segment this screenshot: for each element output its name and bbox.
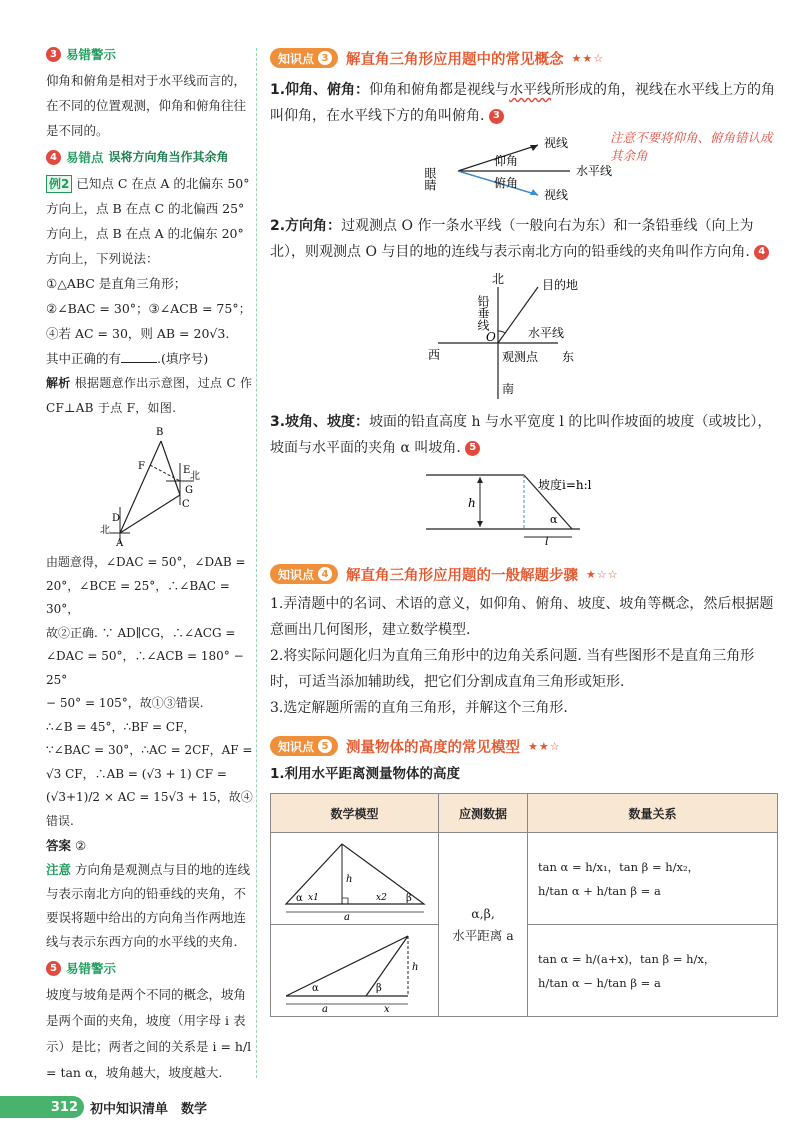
row2-rel-1: tan α = h/(a+x)，tan β = h/x，	[538, 951, 716, 966]
fig1-sight-1: 视线	[544, 136, 569, 150]
answer-blank	[121, 348, 157, 363]
kp4-badge	[270, 564, 338, 584]
row2-svg	[272, 926, 437, 1012]
row1-rel-1: tan α = h/x₁，tan β = h/x₂，	[538, 859, 700, 874]
answer-label: 答案	[46, 838, 72, 853]
kp4-heading	[270, 561, 780, 587]
row1-alpha: α	[296, 893, 303, 904]
kp4-title: 解直角三角形应用题的一般解题步骤	[346, 567, 579, 584]
analysis-text: 根据题意作出示意图，过点 C 作 CF⊥AB 于点 F，如图.	[46, 376, 253, 415]
fig3-l: l	[545, 535, 549, 547]
kp3-p3-text: 坡面的铅直高度 h 与水平宽度 l 的比叫作坡面的坡度（或坡比），坡面与水平面的夹角 α 叫坡角.	[270, 414, 772, 456]
fig2-horizontal: 水平线	[528, 326, 565, 340]
kp3-p2-mark: 4	[754, 245, 769, 260]
row1-svg	[272, 834, 437, 920]
fig-label-B: B	[156, 427, 164, 438]
answer	[46, 833, 256, 858]
example-item-3: ④若 AC = 30，则 AB = 20√3.	[46, 326, 230, 341]
warn5-formula: i = h/l = tan α	[46, 1039, 252, 1080]
example-body: 已知点 C 在点 A 的北偏东 50°方向上，点 B 在点 C 的北偏西 25°方向上，点 B 在点 A 的北偏东 20°方向上，下列说法：	[46, 176, 250, 266]
analysis	[46, 371, 256, 421]
kp5-stars: ★★☆	[528, 739, 561, 753]
example-label: 例2	[46, 175, 72, 193]
warn3-number: 3	[46, 47, 61, 62]
fig3-slope: 坡度i=h:l	[538, 478, 592, 492]
question-text: 其中正确的有	[46, 351, 122, 366]
example-item-1: ①△ABC 是直角三角形；	[46, 276, 187, 291]
err4-label: 易错点	[66, 150, 104, 165]
row1-a: a	[344, 912, 350, 920]
measure-line-1: α,β,	[471, 905, 495, 921]
kp3-p2-label: 2.方向角：	[270, 218, 342, 234]
kp3-p1-wavy: 水平线	[509, 82, 552, 98]
err4-title: 误将方向角当作其余角	[108, 150, 229, 164]
analysis-label: 解析	[46, 376, 71, 390]
row2-a: a	[322, 1004, 328, 1012]
kp3-p3-label: 3.坡角、坡度：	[270, 414, 370, 430]
fig2-east: 东	[562, 350, 575, 364]
fig-label-north-2: 北	[100, 525, 110, 536]
kp3-p1-text-a: 仰角和俯角都是视线与	[369, 82, 510, 98]
note-text: 方向角是观测点与目的地的连线与表示南北方向的铅垂线的夹角，不要误将题中给出的方向角当作两地连线与表示东西方向的水平线的夹角.	[46, 862, 251, 949]
kp5-badge	[270, 736, 338, 756]
kp3-p3-mark: 5	[465, 441, 480, 456]
fig-label-A: A	[116, 538, 124, 549]
kp4-step-2: 2.将实际问题化归为直角三角形中的边角关系问题. 当有些图形不是直角三角形时，可适当添加辅助线，把它们分割成直角三角形或矩形.	[270, 648, 755, 690]
fig1-horizontal: 水平线	[576, 164, 613, 178]
kp4-stars: ★☆☆	[586, 567, 619, 581]
measure-cell	[439, 833, 528, 1017]
solution-line: √3 CF，∴AB = (√3 + 1) CF =	[46, 766, 227, 781]
fig-label-D: D	[112, 513, 121, 524]
fig-label-F: F	[138, 461, 145, 472]
kp5-sub1: 1.利用水平距离测量物体的高度	[270, 766, 461, 782]
kp4-number: 4	[318, 567, 332, 581]
row2-relation	[528, 925, 778, 1017]
kp3-p2-text: 过观测点 O 作一条水平线（一般向右为东）和一条铅垂线（向上为北），则观测点 O 与目的地的连线与表示南北方向的铅垂线的夹角叫作方向角.	[270, 218, 754, 260]
kp5-badge-text: 知识点	[278, 739, 315, 754]
kp4-step-1: 1.弄清题中的名词、术语的意义，如仰角、俯角、坡度、坡角等概念，然后根据题意画出几何图形，建立数学模型.	[270, 596, 774, 638]
fig-label-C: C	[182, 499, 190, 510]
direction-figure	[428, 273, 688, 403]
warn5-text	[46, 982, 256, 1086]
solution	[46, 551, 256, 833]
fig3-h: h	[468, 496, 476, 510]
fig2-destination: 目的地	[542, 278, 579, 292]
kp4-step-3: 3.选定解题所需的直角三角形，并解这个三角形.	[270, 700, 568, 716]
example-question	[46, 346, 256, 371]
kp3-stars: ★★☆	[571, 51, 605, 65]
row1-relation	[528, 833, 778, 925]
kp4-badge-text: 知识点	[278, 567, 315, 582]
kp3-p1-text-b: 所形成的角，视线在水平线上方的角叫仰角，在水平线下方的角叫俯角.	[270, 82, 776, 124]
footer	[0, 1096, 800, 1120]
row1-rel-2: h/tan α + h/tan β = a	[538, 883, 661, 898]
row2-beta: β	[376, 983, 382, 994]
th-model: 数学模型	[271, 794, 439, 833]
err4-number: 4	[46, 150, 61, 165]
kp3-p3	[270, 409, 780, 461]
note-label: 注意	[46, 862, 72, 877]
fig1-depression: 俯角	[494, 176, 519, 190]
warn5-title: 易错警示	[66, 961, 117, 976]
kp5-heading	[270, 733, 780, 759]
fig-label-E: E	[183, 465, 191, 476]
measure-line-2: 水平距离 a	[452, 927, 514, 943]
fig1-elevation: 仰角	[494, 154, 519, 168]
kp3-p2	[270, 213, 780, 265]
example-item-2: ②∠BAC = 30°；③∠ACB = 75°；	[46, 301, 252, 316]
fig1-eye: 眼睛	[423, 167, 437, 191]
page-number: 312	[0, 1096, 84, 1118]
answer-value: ②	[75, 838, 87, 853]
row2-rel-2: h/tan α − h/tan β = a	[538, 975, 661, 990]
sidebar	[46, 40, 256, 1086]
solution-line: − 50° = 105°，故①③错误.	[46, 696, 204, 710]
th-relation: 数量关系	[528, 794, 778, 833]
solution-line: ∠DAC = 50°，∴∠ACB = 180° − 25°	[46, 649, 244, 687]
warn3-text: 仰角和俯角是相对于水平线而言的，在不同的位置观测，仰角和俯角往往是不同的。	[46, 73, 247, 138]
fig1-sight-2: 视线	[544, 188, 569, 202]
err4-heading	[46, 145, 256, 170]
row2-x: x	[384, 1004, 390, 1012]
example-text	[46, 171, 256, 271]
solution-line: (√3+1)/2 × AC = 15√3 + 15，故④错误.	[46, 790, 253, 828]
warn5-number: 5	[46, 961, 61, 976]
solution-line: 20°，∠BCE = 25°，∴∠BAC = 30°，	[46, 578, 230, 616]
th-measure: 应测数据	[439, 794, 528, 833]
kp5-number: 5	[318, 739, 332, 753]
book-title: 初中知识清单 数学	[90, 1102, 208, 1117]
kp3-note: 注意不要将仰角、俯角错认成其余角	[610, 130, 773, 163]
fig2-O: O	[486, 330, 496, 344]
fig2-observer: 观测点	[502, 350, 539, 364]
kp3-p1-mark: 3	[489, 109, 504, 124]
row2-h: h	[412, 962, 419, 973]
row2-alpha: α	[312, 983, 319, 994]
warn5-heading	[46, 956, 256, 981]
fig2-south: 南	[502, 382, 515, 396]
row2-figure	[271, 925, 439, 1017]
warn3-heading	[46, 42, 256, 67]
row1-h: h	[346, 874, 353, 885]
example-figure	[96, 423, 266, 549]
solution-line: 故②正确. ∵ AD∥CG，∴∠ACG =	[46, 625, 236, 640]
row1-x1: x1	[308, 893, 319, 903]
note	[46, 858, 256, 954]
kp3-badge	[270, 48, 338, 68]
row1-x2: x2	[376, 893, 387, 903]
slope-figure	[420, 467, 740, 547]
solution-line: ∴∠B = 45°，∴BF = CF，	[46, 719, 196, 734]
main-column	[270, 45, 780, 1017]
warn3-title: 易错警示	[66, 47, 117, 62]
kp3-p1	[270, 77, 780, 129]
column-divider	[256, 48, 257, 1078]
row1-beta: β	[406, 893, 412, 904]
fig-label-north-1: 北	[190, 471, 200, 482]
fig2-plumb: 铅垂线	[476, 295, 490, 331]
kp3-title: 解直角三角形应用题中的常见概念	[346, 51, 564, 68]
fig2-north: 北	[492, 273, 505, 286]
warn5-text-b: ，坡角越大，坡度越大.	[93, 1065, 223, 1080]
fig3-alpha: α	[550, 513, 558, 526]
model-table	[270, 793, 778, 1017]
fig-label-G: G	[185, 485, 193, 496]
solution-line: ∵∠BAC = 30°，∴AC = 2CF，AF =	[46, 743, 253, 757]
warn5-text-a: 坡度与坡角是两个不同的概念，坡角是两个面的夹角，坡度（用字母 i 表示）是比；两者之间的关系是	[46, 987, 247, 1054]
kp3-heading	[270, 45, 780, 71]
kp3-badge-text: 知识点	[278, 51, 315, 66]
kp3-number: 3	[318, 51, 332, 65]
question-suffix: .(填序号)	[157, 351, 209, 366]
kp3-p1-label: 1.仰角、俯角：	[270, 82, 370, 98]
row1-figure	[271, 833, 439, 925]
solution-line: 由题意得，∠DAC = 50°，∠DAB =	[46, 555, 246, 569]
kp5-title: 测量物体的高度的常见模型	[346, 739, 521, 756]
fig2-west: 西	[428, 348, 441, 362]
